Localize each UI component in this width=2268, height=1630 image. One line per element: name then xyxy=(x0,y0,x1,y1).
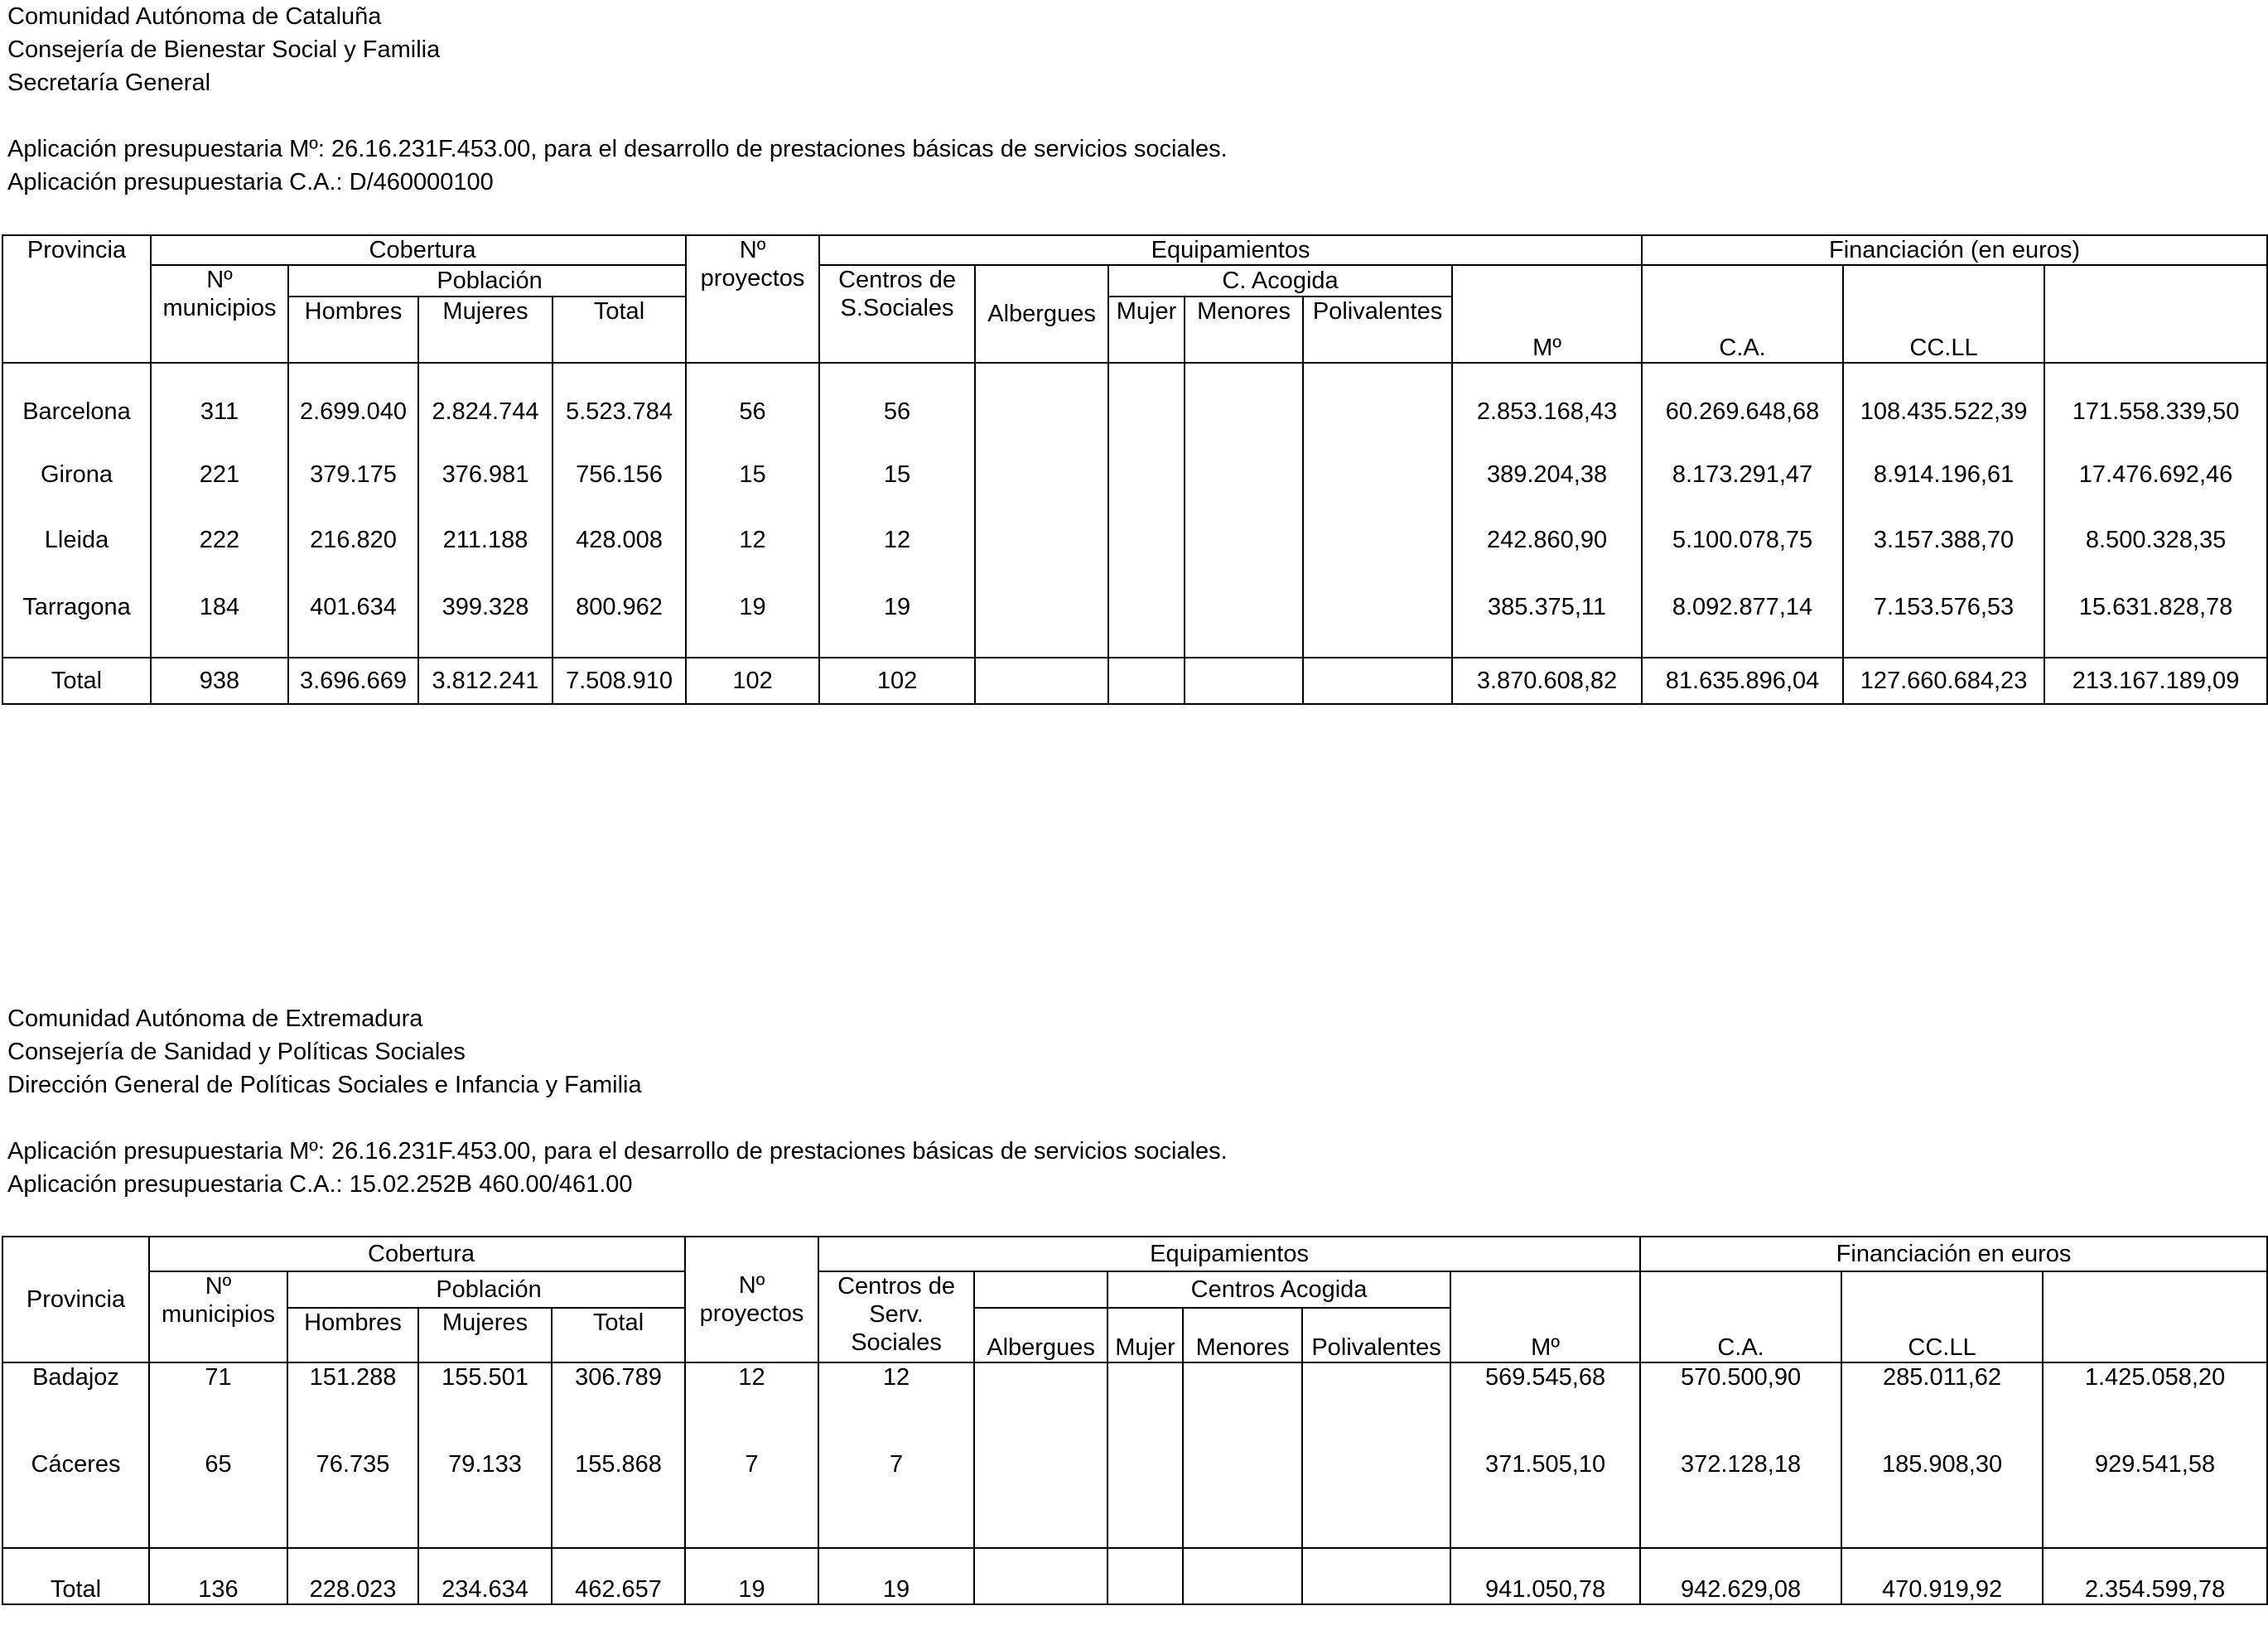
cell-ccll: 8.914.196,61 xyxy=(1843,443,2044,506)
cell-mo: 569.545,68 xyxy=(1450,1362,1640,1399)
cell-total: 8.500.328,35 xyxy=(2044,506,2267,574)
th-ca: C.A. xyxy=(1642,265,1843,363)
th-mujer: Mujer xyxy=(1107,1308,1183,1362)
th-poblacion: Población xyxy=(287,1271,685,1308)
extremadura-table xyxy=(2,1236,2268,1605)
cell-ca: 8.173.291,47 xyxy=(1642,443,1843,506)
cell-municipios: 65 xyxy=(149,1432,287,1497)
cell-ca: 942.629,08 xyxy=(1640,1548,1841,1604)
th-ca: C.A. xyxy=(1640,1271,1841,1362)
th-n-proyectos: Nº proyectos xyxy=(686,235,819,363)
cell-ccll: 108.435.522,39 xyxy=(1843,380,2044,443)
cell-mujeres: 376.981 xyxy=(418,443,553,506)
cell-hombres: 2.699.040 xyxy=(288,380,418,443)
cell-mujeres: 155.501 xyxy=(418,1362,552,1399)
cell-mo: 941.050,78 xyxy=(1450,1548,1640,1604)
cell-centros: 19 xyxy=(818,1548,974,1604)
cell-total-poblacion: 7.508.910 xyxy=(553,658,686,704)
cell-proyectos: 12 xyxy=(685,1362,818,1399)
catalonia-ministry-line: Consejería de Bienestar Social y Familia xyxy=(7,36,441,63)
cell-provincia: Total xyxy=(2,1548,149,1604)
cell-total-poblacion: 306.789 xyxy=(552,1362,685,1399)
cell-hombres: 76.735 xyxy=(287,1432,418,1497)
th-mujer: Mujer xyxy=(1108,297,1185,363)
th-ccll: CC.LL xyxy=(1841,1271,2043,1362)
cell-municipios: 938 xyxy=(151,658,288,704)
extremadura-header xyxy=(7,1002,1228,1201)
cell-hombres: 379.175 xyxy=(288,443,418,506)
cell-mujeres: 211.188 xyxy=(418,506,553,574)
cell-proyectos: 19 xyxy=(685,1548,818,1604)
cell-ccll: 3.157.388,70 xyxy=(1843,506,2044,574)
cell-hombres: 216.820 xyxy=(288,506,418,574)
th-total-poblacion: Total xyxy=(552,1308,685,1362)
catalonia-budget-line-community: Aplicación presupuestaria C.A.: D/460000100 xyxy=(7,169,494,195)
table-row xyxy=(2,443,2267,506)
cell-total: 929.541,58 xyxy=(2043,1432,2267,1497)
catalonia-community-line: Comunidad Autónoma de Cataluña xyxy=(7,3,382,30)
cell-provincia: Lleida xyxy=(2,506,151,574)
cell-ccll: 185.908,30 xyxy=(1841,1432,2043,1497)
th-equipamientos: Equipamientos xyxy=(818,1237,1640,1271)
cell-ccll: 127.660.684,23 xyxy=(1843,658,2044,704)
cell-hombres: 401.634 xyxy=(288,574,418,640)
extremadura-budget-line-community: Aplicación presupuestaria C.A.: 15.02.252B 460.00/461.00 xyxy=(7,1171,633,1198)
th-centros: Centros de S.Sociales xyxy=(819,265,975,363)
cell-provincia: Cáceres xyxy=(2,1432,149,1497)
cell-proyectos: 102 xyxy=(686,658,819,704)
th-mo: Mº xyxy=(1452,265,1642,363)
cell-mujeres: 399.328 xyxy=(418,574,553,640)
th-mujeres: Mujeres xyxy=(418,297,553,363)
cell-centros: 56 xyxy=(819,380,975,443)
cell-total: 171.558.339,50 xyxy=(2044,380,2267,443)
cell-ca: 570.500,90 xyxy=(1640,1362,1841,1399)
th-ccll: CC.LL xyxy=(1843,265,2044,363)
cell-mujeres: 3.812.241 xyxy=(418,658,553,704)
catalonia-header xyxy=(7,0,1228,199)
cell-centros: 19 xyxy=(819,574,975,640)
cell-municipios: 221 xyxy=(151,443,288,506)
th-financiacion: Financiación (en euros) xyxy=(1642,235,2267,265)
cell-provincia: Total xyxy=(2,658,151,704)
cell-ca: 5.100.078,75 xyxy=(1642,506,1843,574)
catalonia-secretariat-line: Secretaría General xyxy=(7,70,211,96)
catalonia-table xyxy=(2,234,2268,705)
cell-ca: 8.092.877,14 xyxy=(1642,574,1843,640)
table-row xyxy=(2,1362,2267,1399)
cell-total: 1.425.058,20 xyxy=(2043,1362,2267,1399)
cell-ca: 60.269.648,68 xyxy=(1642,380,1843,443)
cell-municipios: 136 xyxy=(149,1548,287,1604)
cell-proyectos: 56 xyxy=(686,380,819,443)
cell-mo: 2.853.168,43 xyxy=(1452,380,1642,443)
th-provincia: Provincia xyxy=(2,1237,149,1362)
cell-mo: 242.860,90 xyxy=(1452,506,1642,574)
cell-centros: 7 xyxy=(818,1432,974,1497)
cell-total-poblacion: 428.008 xyxy=(553,506,686,574)
cell-mo: 371.505,10 xyxy=(1450,1432,1640,1497)
cell-municipios: 71 xyxy=(149,1362,287,1399)
th-albergues: Albergues xyxy=(974,1308,1107,1362)
th-hombres: Hombres xyxy=(288,297,418,363)
cell-proyectos: 12 xyxy=(686,506,819,574)
cell-total-poblacion: 155.868 xyxy=(552,1432,685,1497)
cell-ccll: 285.011,62 xyxy=(1841,1362,2043,1399)
th-c-acogida: C. Acogida xyxy=(1108,265,1452,297)
extremadura-budget-line-ministry: Aplicación presupuestaria Mº: 26.16.231F.453.00, para el desarrollo de prestaciones básicas de servicios sociales. xyxy=(7,1138,1228,1165)
th-menores: Menores xyxy=(1183,1308,1302,1362)
th-c-acogida: Centros Acogida xyxy=(1107,1271,1450,1308)
total-row xyxy=(2,1548,2267,1604)
cell-provincia: Badajoz xyxy=(2,1362,149,1399)
th-polivalentes: Polivalentes xyxy=(1302,1308,1450,1362)
th-n-municipios: Nº municipios xyxy=(151,265,288,363)
th-menores: Menores xyxy=(1185,297,1303,363)
cell-total-poblacion: 5.523.784 xyxy=(553,380,686,443)
cell-ccll: 7.153.576,53 xyxy=(1843,574,2044,640)
extremadura-directorate-line: Dirección General de Políticas Sociales e Infancia y Familia xyxy=(7,1072,642,1098)
cell-hombres: 151.288 xyxy=(287,1362,418,1399)
cell-municipios: 184 xyxy=(151,574,288,640)
th-mo: Mº xyxy=(1450,1271,1640,1362)
cell-total-poblacion: 800.962 xyxy=(553,574,686,640)
cell-total: 15.631.828,78 xyxy=(2044,574,2267,640)
th-poblacion: Población xyxy=(288,265,686,297)
extremadura-community-line: Comunidad Autónoma de Extremadura xyxy=(7,1005,423,1032)
cell-provincia: Barcelona xyxy=(2,380,151,443)
th-n-municipios: Nº municipios xyxy=(149,1271,287,1362)
cell-total-poblacion: 462.657 xyxy=(552,1548,685,1604)
cell-mo: 389.204,38 xyxy=(1452,443,1642,506)
total-row xyxy=(2,658,2267,704)
th-cobertura: Cobertura xyxy=(149,1237,685,1271)
cell-ccll: 470.919,92 xyxy=(1841,1548,2043,1604)
catalonia-budget-line-ministry: Aplicación presupuestaria Mº: 26.16.231F.453.00, para el desarrollo de prestaciones básicas de servicios sociales. xyxy=(7,136,1228,162)
th-mujeres: Mujeres xyxy=(418,1308,552,1362)
cell-total: 213.167.189,09 xyxy=(2044,658,2267,704)
th-cobertura: Cobertura xyxy=(151,235,686,265)
cell-proyectos: 7 xyxy=(685,1432,818,1497)
cell-centros: 15 xyxy=(819,443,975,506)
th-polivalentes: Polivalentes xyxy=(1303,297,1452,363)
cell-centros: 102 xyxy=(819,658,975,704)
th-total-poblacion: Total xyxy=(553,297,686,363)
table-row xyxy=(2,1432,2267,1497)
th-albergues: Albergues xyxy=(975,265,1108,363)
cell-mo: 385.375,11 xyxy=(1452,574,1642,640)
cell-total: 17.476.692,46 xyxy=(2044,443,2267,506)
th-centros: Centros de Serv. Sociales xyxy=(818,1271,974,1362)
cell-mujeres: 234.634 xyxy=(418,1548,552,1604)
th-provincia: Provincia xyxy=(2,235,151,363)
cell-ca: 81.635.896,04 xyxy=(1642,658,1843,704)
cell-mo: 3.870.608,82 xyxy=(1452,658,1642,704)
th-n-proyectos: Nº proyectos xyxy=(685,1237,818,1362)
cell-centros: 12 xyxy=(819,506,975,574)
cell-mujeres: 2.824.744 xyxy=(418,380,553,443)
cell-provincia: Girona xyxy=(2,443,151,506)
cell-total-poblacion: 756.156 xyxy=(553,443,686,506)
cell-hombres: 228.023 xyxy=(287,1548,418,1604)
cell-provincia: Tarragona xyxy=(2,574,151,640)
th-equipamientos: Equipamientos xyxy=(819,235,1642,265)
cell-proyectos: 19 xyxy=(686,574,819,640)
cell-mujeres: 79.133 xyxy=(418,1432,552,1497)
cell-ca: 372.128,18 xyxy=(1640,1432,1841,1497)
th-hombres: Hombres xyxy=(287,1308,418,1362)
cell-hombres: 3.696.669 xyxy=(288,658,418,704)
extremadura-ministry-line: Consejería de Sanidad y Políticas Sociales xyxy=(7,1039,466,1065)
table-row xyxy=(2,574,2267,640)
table-row xyxy=(2,380,2267,443)
cell-centros: 12 xyxy=(818,1362,974,1399)
th-financiacion: Financiación en euros xyxy=(1640,1237,2267,1271)
cell-proyectos: 15 xyxy=(686,443,819,506)
cell-municipios: 222 xyxy=(151,506,288,574)
cell-municipios: 311 xyxy=(151,380,288,443)
table-row xyxy=(2,506,2267,574)
cell-total: 2.354.599,78 xyxy=(2043,1548,2267,1604)
